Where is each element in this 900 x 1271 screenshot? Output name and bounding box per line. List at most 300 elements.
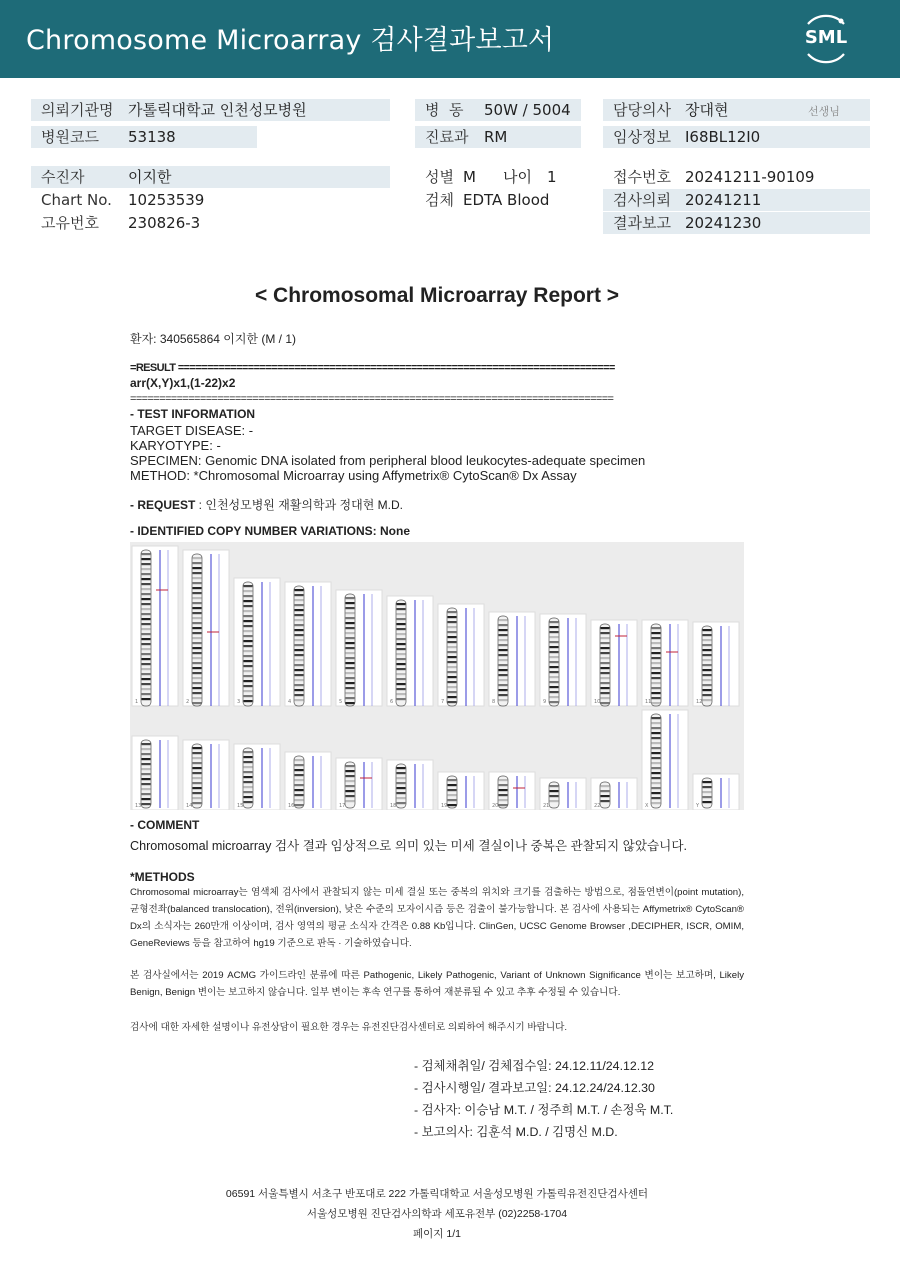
karyogram-image <box>130 542 744 810</box>
chromosome-band <box>142 798 151 800</box>
specimen-label: 검체 <box>425 191 454 209</box>
chromosome-band <box>142 678 151 680</box>
chromosome-band <box>244 665 253 667</box>
chromosome-band <box>448 799 457 801</box>
chromosome-band <box>295 694 304 696</box>
chromosome-band <box>142 653 151 655</box>
chromosome-band <box>397 777 406 779</box>
chromosome-panel <box>234 578 280 706</box>
chromosome-band <box>346 657 355 659</box>
chromosome-band <box>703 664 712 666</box>
header-bar <box>0 0 900 78</box>
chromosome-band <box>550 795 559 797</box>
chromosome-band <box>397 648 406 650</box>
chromosome-band <box>142 693 151 695</box>
chromosome-band <box>448 641 457 643</box>
institution-field <box>31 99 390 121</box>
chromosome-band <box>142 773 151 775</box>
chromosome-label: 15 <box>237 803 244 809</box>
chromosome-band <box>397 628 406 630</box>
chromosome-panel <box>336 590 382 706</box>
chromosome-band <box>346 687 355 689</box>
chromosome-band <box>703 694 712 696</box>
chromosome-band <box>142 688 151 690</box>
separator-line: =================================================================================== <box>130 393 614 405</box>
chromosome-band <box>397 618 406 620</box>
chromosome-band <box>448 636 457 638</box>
chromosome-band <box>703 689 712 691</box>
request-date-value: 20241211 <box>685 191 762 209</box>
chromosome-band <box>652 722 661 724</box>
chromosome-label: 16 <box>288 803 295 809</box>
chromosome-band <box>193 677 202 679</box>
chromosome-band <box>652 692 661 694</box>
chromosome-band <box>244 610 253 612</box>
chromosome-band <box>142 628 151 630</box>
chromosome-label: 20 <box>492 803 499 809</box>
chromosome-band <box>142 783 151 785</box>
methods-paragraph-3: 검사에 대한 자세한 설명이나 유전상담이 필요한 경우는 유전진단검사센터로 의뢰하여 해주시기 바랍니다. <box>130 1022 568 1033</box>
chromosome-band <box>601 632 610 634</box>
chromosome-band <box>550 626 559 628</box>
chromosome-band <box>295 639 304 641</box>
chromosome-band <box>295 779 304 781</box>
chromosome-band <box>550 666 559 668</box>
chromosome-band <box>244 791 253 793</box>
chromosome-band <box>142 648 151 650</box>
chromosome-band <box>652 662 661 664</box>
chromosome-band <box>193 592 202 594</box>
chromosome-band <box>499 629 508 631</box>
chromosome-band <box>397 802 406 804</box>
chromosome-band <box>346 642 355 644</box>
doctor-field <box>603 99 870 121</box>
chromosome-band <box>193 777 202 779</box>
chromosome-band <box>703 644 712 646</box>
chromosome-band <box>499 664 508 666</box>
chromosome-label: 17 <box>339 803 346 809</box>
chromosome-band <box>142 568 151 570</box>
chromosome-band <box>601 667 610 669</box>
chromosome-band <box>397 693 406 695</box>
chromosome-band <box>193 642 202 644</box>
patient-field <box>31 166 390 188</box>
chromosome-band <box>550 656 559 658</box>
chromosome-band <box>346 652 355 654</box>
chromosome-band <box>142 748 151 750</box>
chromosome-band <box>703 634 712 636</box>
chromosome-band <box>601 785 610 787</box>
chromosome-band <box>142 583 151 585</box>
chromosome-band <box>193 782 202 784</box>
chromosome-band <box>499 679 508 681</box>
chromosome-label: X <box>645 803 649 809</box>
chromosome-band <box>499 654 508 656</box>
chromosome-band <box>295 764 304 766</box>
chromosome-label: Y <box>696 803 700 809</box>
specimen-value: EDTA Blood <box>463 191 550 209</box>
footer-department: 서울성모병원 진단검사의학과 세포유전부 (02)2258-1704 <box>306 1208 568 1220</box>
chromosome-band <box>652 792 661 794</box>
chromosome-band <box>346 800 355 802</box>
chromosome-band <box>142 658 151 660</box>
unique-no-field <box>31 212 390 234</box>
chromosome-band <box>244 776 253 778</box>
cnv-heading: - IDENTIFIED COPY NUMBER VARIATIONS: None <box>130 524 411 538</box>
chromosome-band <box>397 792 406 794</box>
chromosome-label: 3 <box>237 699 241 705</box>
chromosome-band <box>397 663 406 665</box>
chromosome-band <box>550 800 559 802</box>
chromosome-band <box>142 788 151 790</box>
chromosome-band <box>193 602 202 604</box>
chromosome-band <box>397 603 406 605</box>
chromosome-band <box>397 683 406 685</box>
chromosome-band <box>601 790 610 792</box>
chromosome-band <box>142 743 151 745</box>
clinical-info-value: I68BL12I0 <box>685 128 761 146</box>
chromosome-band <box>652 757 661 759</box>
chromosome-band <box>448 794 457 796</box>
chromosome-panel <box>693 622 739 706</box>
chromosome-band <box>244 650 253 652</box>
chromosome-label: 1 <box>135 699 139 705</box>
chromosome-band <box>295 799 304 801</box>
chromosome-band <box>397 658 406 660</box>
chromosome-band <box>601 627 610 629</box>
chromosome-band <box>550 646 559 648</box>
chromosome-band <box>295 794 304 796</box>
chromosome-band <box>499 694 508 696</box>
methods-heading: *METHODS <box>130 870 195 884</box>
chromosome-panel <box>642 620 688 706</box>
chromosome-panel <box>591 620 637 706</box>
chromosome-band <box>703 639 712 641</box>
chromosome-band <box>448 646 457 648</box>
chromosome-band <box>652 747 661 749</box>
chromosome-band <box>448 779 457 781</box>
chromosome-band <box>193 687 202 689</box>
chromosome-panel <box>438 604 484 706</box>
chromosome-band <box>193 622 202 624</box>
chromosome-band <box>142 758 151 760</box>
chromosome-band <box>193 662 202 664</box>
chromosome-band <box>397 633 406 635</box>
chromosome-band <box>601 800 610 802</box>
chromosome-band <box>193 587 202 589</box>
chromosome-band <box>346 702 355 704</box>
chromosome-band <box>244 640 253 642</box>
chromosome-band <box>448 789 457 791</box>
chromosome-band <box>244 771 253 773</box>
chromosome-band <box>193 627 202 629</box>
target-disease: TARGET DISEASE: - <box>130 423 254 438</box>
chromosome-band <box>550 691 559 693</box>
request-line <box>130 496 403 513</box>
sex-value: M <box>463 168 476 186</box>
karyotype: KARYOTYPE: - <box>130 438 221 453</box>
chromosome-band <box>142 663 151 665</box>
chromosome-label: 4 <box>288 699 292 705</box>
chromosome-band <box>295 674 304 676</box>
ward-label: 병 동 <box>425 101 464 119</box>
chromosome-band <box>346 795 355 797</box>
karyogram-svg <box>130 542 744 810</box>
chromosome-band <box>652 652 661 654</box>
report-date-field <box>603 212 870 234</box>
chromosome-band <box>550 661 559 663</box>
chromosome-band <box>499 634 508 636</box>
chromosome-band <box>346 647 355 649</box>
department-field <box>415 126 581 148</box>
chromosome-band <box>193 582 202 584</box>
sex-label: 성별 <box>425 168 454 186</box>
chromosome-band <box>295 774 304 776</box>
chromosome-band <box>601 672 610 674</box>
chromosome-band <box>244 766 253 768</box>
chromosome-band <box>295 589 304 591</box>
chromosome-band <box>244 630 253 632</box>
chromosome-band <box>295 789 304 791</box>
hospital-code-label: 병원코드 <box>41 128 99 146</box>
chromosome-band <box>142 623 151 625</box>
chromosome-band <box>193 672 202 674</box>
chromosome-band <box>601 662 610 664</box>
chromosome-band <box>346 790 355 792</box>
chromosome-label: 18 <box>390 803 397 809</box>
chromosome-band <box>448 651 457 653</box>
chromosome-band <box>550 785 559 787</box>
chromosome-band <box>295 689 304 691</box>
result-value: arr(X,Y)x1,(1-22)x2 <box>130 376 236 390</box>
sex-age-field <box>415 166 581 188</box>
chromosome-panel <box>285 752 331 810</box>
chromosome-band <box>550 671 559 673</box>
chromosome-band <box>346 682 355 684</box>
chromosome-band <box>652 797 661 799</box>
chromosome-band <box>601 795 610 797</box>
chromosome-label: 10 <box>594 699 601 705</box>
chromosome-band <box>295 629 304 631</box>
chromosome-band <box>142 603 151 605</box>
chromosome-band <box>499 689 508 691</box>
chromosome-band <box>652 667 661 669</box>
chromosome-body <box>396 764 406 808</box>
chromosome-band <box>346 770 355 772</box>
chromosome-label: 8 <box>492 699 496 705</box>
chromosome-band <box>499 794 508 796</box>
chromosome-band <box>193 752 202 754</box>
chromosome-band <box>244 585 253 587</box>
chromosome-band <box>142 793 151 795</box>
chromosome-band <box>397 688 406 690</box>
logo-text: SML <box>804 27 848 48</box>
chromosome-band <box>244 690 253 692</box>
chromosome-band <box>193 757 202 759</box>
chromosome-band <box>346 692 355 694</box>
chromosome-band <box>448 696 457 698</box>
receipt-no-field <box>603 166 870 188</box>
chromosome-panel <box>234 744 280 810</box>
chromosome-band <box>652 687 661 689</box>
clinical-info-field <box>603 126 870 148</box>
chromosome-band <box>142 573 151 575</box>
chromosome-band <box>652 672 661 674</box>
chromosome-band <box>499 644 508 646</box>
chromosome-label: 2 <box>186 699 190 705</box>
chromosome-band <box>397 668 406 670</box>
chromosome-band <box>193 797 202 799</box>
chromosome-band <box>244 685 253 687</box>
chromosome-band <box>499 699 508 701</box>
chromosome-band <box>652 647 661 649</box>
chromosome-band <box>652 777 661 779</box>
request-date-label: 검사의뢰 <box>613 191 671 209</box>
chromosome-band <box>295 669 304 671</box>
chromosome-band <box>652 627 661 629</box>
patient-label: 수진자 <box>41 168 85 186</box>
chromosome-band <box>295 659 304 661</box>
chromosome-band <box>346 677 355 679</box>
chromosome-band <box>244 660 253 662</box>
chromosome-label: 19 <box>441 803 448 809</box>
chromosome-panel <box>285 582 331 706</box>
chromosome-band <box>550 701 559 703</box>
receipt-no-value: 20241211-90109 <box>685 168 815 186</box>
chromosome-band <box>193 772 202 774</box>
age-label: 나이 <box>503 168 532 186</box>
chromosome-band <box>703 659 712 661</box>
chromosome-band <box>448 701 457 703</box>
chromosome-band <box>193 682 202 684</box>
chromosome-band <box>652 717 661 719</box>
chromosome-panel <box>132 546 178 706</box>
chromosome-band <box>193 767 202 769</box>
report-date-value: 20241230 <box>685 214 762 232</box>
chromosome-band <box>295 594 304 596</box>
chromosome-band <box>244 655 253 657</box>
chromosome-band <box>397 638 406 640</box>
chromosome-band <box>397 787 406 789</box>
chromosome-label: 22 <box>594 803 601 809</box>
receipt-no-label: 접수번호 <box>613 168 671 186</box>
chromosome-body <box>345 594 355 706</box>
chromosome-band <box>397 772 406 774</box>
chromosome-band <box>499 789 508 791</box>
chromosome-band <box>652 702 661 704</box>
sig-collect-dates: - 검체채취일/ 검체접수일: 24.12.11/24.12.12 <box>414 1059 655 1073</box>
comment-heading: - COMMENT <box>130 818 200 832</box>
chromosome-band <box>193 607 202 609</box>
chromosome-band <box>397 623 406 625</box>
chromosome-band <box>652 637 661 639</box>
institution-value: 가톨릭대학교 인천성모병원 <box>128 101 307 119</box>
chromosome-band <box>193 787 202 789</box>
chromosome-band <box>499 674 508 676</box>
chromosome-band <box>448 631 457 633</box>
chromosome-band <box>193 802 202 804</box>
report-header-title: Chromosome Microarray 검사결과보고서 <box>26 25 555 56</box>
chromosome-band <box>397 698 406 700</box>
chromosome-band <box>652 682 661 684</box>
chromosome-band <box>448 784 457 786</box>
chromosome-band <box>346 785 355 787</box>
chromosome-band <box>703 699 712 701</box>
chromosome-band <box>193 617 202 619</box>
chromosome-band <box>295 679 304 681</box>
chromosome-band <box>193 692 202 694</box>
chromosome-band <box>397 678 406 680</box>
chromosome-band <box>244 796 253 798</box>
chromosome-band <box>295 664 304 666</box>
chromosome-band <box>193 577 202 579</box>
chromosome-band <box>448 611 457 613</box>
doctor-label: 담당의사 <box>613 101 671 119</box>
chromosome-band <box>244 590 253 592</box>
chromosome-band <box>142 778 151 780</box>
chromosome-band <box>550 696 559 698</box>
chromosome-band <box>193 562 202 564</box>
chromosome-band <box>346 597 355 599</box>
chromosome-band <box>244 635 253 637</box>
chromosome-band <box>346 667 355 669</box>
chromosome-band <box>142 588 151 590</box>
chromosome-panel <box>540 614 586 706</box>
chromosome-band <box>346 627 355 629</box>
doctor-suffix: 선생님 <box>808 105 840 118</box>
chromosome-band <box>142 563 151 565</box>
chromosome-band <box>601 682 610 684</box>
chromosome-band <box>142 638 151 640</box>
chromosome-band <box>295 784 304 786</box>
chromosome-band <box>652 737 661 739</box>
chromosome-band <box>703 679 712 681</box>
chromosome-band <box>703 791 712 793</box>
chromosome-band <box>295 804 304 806</box>
chromosome-band <box>703 629 712 631</box>
chromosome-band <box>346 637 355 639</box>
chromosome-band <box>295 619 304 621</box>
chromosome-band <box>193 762 202 764</box>
chromosome-band <box>448 616 457 618</box>
chromosome-band <box>499 779 508 781</box>
sig-testers: - 검사자: 이승남 M.T. / 정주희 M.T. / 손정욱 M.T. <box>414 1103 674 1117</box>
chromosome-band <box>448 681 457 683</box>
chromosome-band <box>601 702 610 704</box>
chromosome-band <box>295 699 304 701</box>
chromosome-band <box>346 765 355 767</box>
chromosome-band <box>142 593 151 595</box>
chromosome-band <box>346 775 355 777</box>
chromosome-band <box>142 613 151 615</box>
chromosome-band <box>499 659 508 661</box>
chromosome-band <box>703 801 712 803</box>
chromosome-band <box>244 670 253 672</box>
chromosome-band <box>550 636 559 638</box>
chromosome-band <box>244 700 253 702</box>
chromosome-band <box>601 677 610 679</box>
chromosome-band <box>550 686 559 688</box>
department-label: 진료과 <box>425 128 469 146</box>
chromosome-band <box>142 578 151 580</box>
chromosome-band <box>295 624 304 626</box>
unique-no-label: 고유번호 <box>41 214 99 232</box>
chromosome-band <box>397 643 406 645</box>
chromosome-band <box>448 661 457 663</box>
chromosome-band <box>652 752 661 754</box>
chromosome-band <box>448 621 457 623</box>
chromosome-band <box>448 804 457 806</box>
